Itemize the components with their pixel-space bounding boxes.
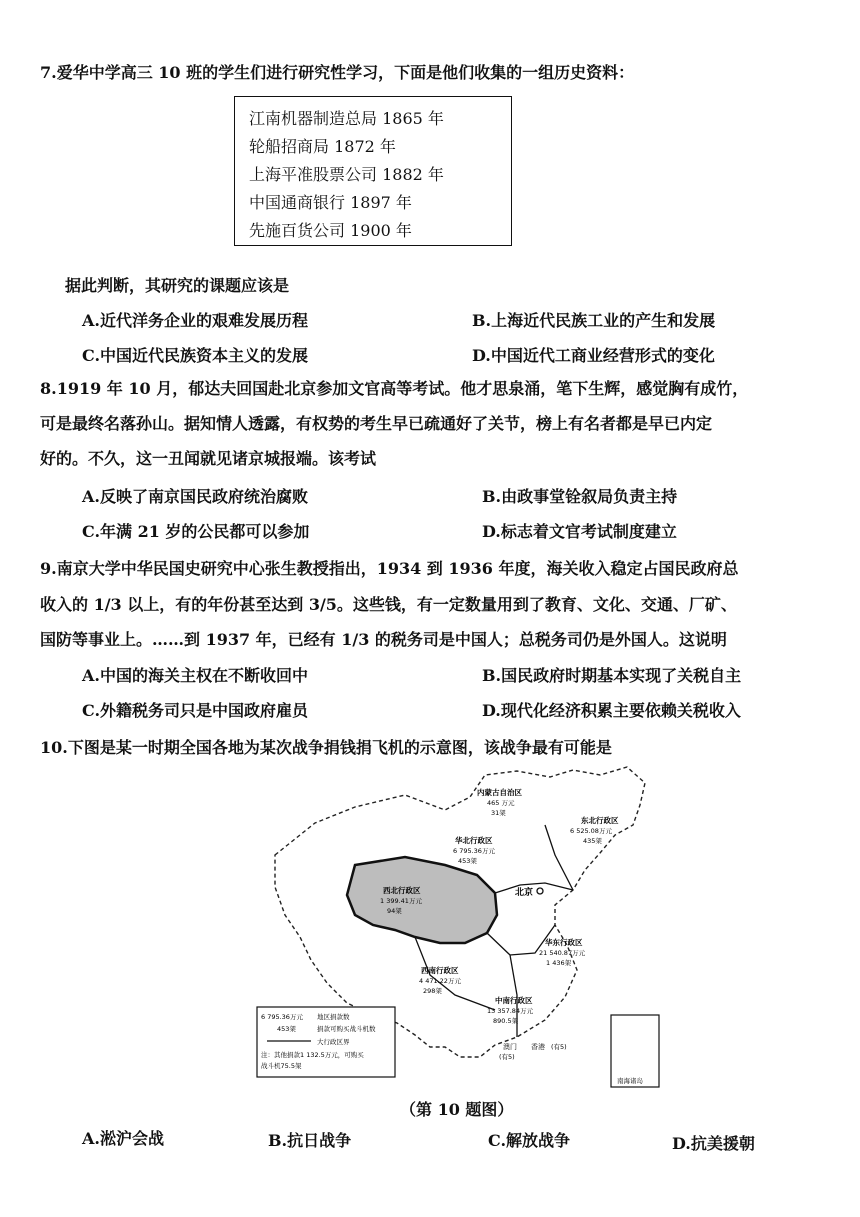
- q7-option-c: C.中国近代民族资本主义的发展: [82, 346, 309, 365]
- q7-option-a: A.近代洋务企业的艰难发展历程: [82, 311, 308, 330]
- q10-option-d: D.抗美援朝: [672, 1134, 755, 1153]
- q7-material-box: [234, 96, 512, 246]
- q8-line-3: 好的。不久，这一丑闻就见诸京城报端。该考试: [40, 449, 377, 468]
- northeast-boundary: [545, 825, 573, 890]
- q9-line-2: 收入的 1/3 以上，有的年份甚至达到 3/5。这些钱，有一定数量用到了教育、文化、交通、厂矿、: [40, 595, 737, 614]
- q9-option-c: C.外籍税务司只是中国政府雇员: [82, 701, 309, 720]
- q10-caption: （第 10 题图）: [400, 1100, 514, 1119]
- q10-option-a: A.淞沪会战: [82, 1129, 164, 1148]
- q10-option-b: B.抗日战争: [268, 1131, 352, 1150]
- region-planes: 94架: [387, 907, 402, 915]
- macao-label: 澳门: [503, 1043, 517, 1051]
- region-planes: 890.5架: [493, 1017, 519, 1025]
- south-sea-label: 南海诸岛: [617, 1077, 643, 1085]
- region-planes: 1 436架: [546, 959, 572, 967]
- q9-option-a: A.中国的海关主权在不断收回中: [82, 666, 308, 685]
- q9-line-1: 9.南京大学中华民国史研究中心张生教授指出，1934 到 1936 年度，海关收入稳定占国民政府总: [40, 559, 739, 578]
- q7-prompt: 据此判断，其研究的课题应该是: [65, 276, 290, 295]
- region-planes: 298架: [423, 987, 442, 995]
- q7-material-1: 江南机器制造总局 1865 年: [249, 109, 444, 128]
- region-name: 东北行政区: [581, 816, 619, 825]
- macao-planes: (有5): [499, 1053, 515, 1061]
- q7-stem: 7.爱华中学高三 10 班的学生们进行研究性学习，下面是他们收集的一组历史资料：: [40, 63, 635, 82]
- northwest-region-shade: [347, 857, 497, 943]
- hongkong-label: 香港: [531, 1043, 545, 1051]
- beijing-label: 北京: [515, 888, 534, 898]
- region-amount: 4 471.22万元: [419, 977, 461, 985]
- q8-option-d: D.标志着文官考试制度建立: [482, 522, 677, 541]
- q8-line-1: 8.1919 年 10 月，郁达夫回国赴北京参加文官高等考试。他才思泉涌，笔下生辉，感觉胸有成竹，: [40, 379, 749, 398]
- legend-planes-sample: 453架: [277, 1025, 296, 1033]
- legend-boundary-desc: 大行政区界: [317, 1038, 350, 1046]
- q7-material-5: 先施百货公司 1900 年: [249, 221, 412, 240]
- legend-planes-desc: 捐款可购买战斗机数: [317, 1025, 376, 1033]
- region-amount: 6 525.08万元: [570, 827, 612, 835]
- q8-option-c: C.年满 21 岁的公民都可以参加: [82, 522, 310, 541]
- q8-line-2: 可是最终名落孙山。据知情人透露，有权势的考生早已疏通好了关节，榜上有名者都是早已内定: [40, 414, 713, 433]
- q7-material-4: 中国通商银行 1897 年: [249, 193, 412, 212]
- legend-amount-desc: 地区捐款数: [317, 1013, 350, 1021]
- legend-note-2: 战斗机75.5架: [261, 1062, 302, 1070]
- beijing-dot: [537, 888, 543, 894]
- q9-option-d: D.现代化经济积累主要依赖关税收入: [482, 701, 741, 720]
- china-donation-map: [255, 765, 675, 1093]
- region-amount: 1 399.41万元: [380, 897, 422, 905]
- q7-material-3: 上海平准股票公司 1882 年: [249, 165, 444, 184]
- region-name: 西北行政区: [383, 886, 421, 895]
- q10-option-c: C.解放战争: [488, 1131, 571, 1150]
- q9-line-3: 国防等事业上。……到 1937 年，已经有 1/3 的税务司是中国人；总税务司仍是外国人。这说明: [40, 630, 727, 649]
- hongkong-planes: (有5): [551, 1043, 567, 1051]
- q7-option-d: D.中国近代工商业经营形式的变化: [472, 346, 715, 365]
- region-planes: 453架: [458, 857, 477, 865]
- region-planes: 31架: [491, 809, 506, 817]
- region-name: 西南行政区: [421, 966, 459, 975]
- region-amount: 13 357.84万元: [487, 1007, 534, 1015]
- region-name: 华北行政区: [455, 836, 493, 845]
- north-boundary: [495, 883, 573, 893]
- q9-option-b: B.国民政府时期基本实现了关税自主: [482, 666, 742, 685]
- legend-note-1: 注：其他捐款1 132.5万元，可购买: [261, 1051, 364, 1059]
- region-name: 华东行政区: [545, 938, 583, 947]
- q8-option-a: A.反映了南京国民政府统治腐败: [82, 487, 308, 506]
- region-name: 内蒙古自治区: [477, 788, 522, 797]
- region-amount: 21 540.87万元: [539, 949, 586, 957]
- region-amount: 6 795.36万元: [453, 847, 495, 855]
- q7-option-b: B.上海近代民族工业的产生和发展: [472, 311, 716, 330]
- region-planes: 435架: [583, 837, 602, 845]
- region-name: 中南行政区: [495, 996, 533, 1005]
- q7-material-2: 轮船招商局 1872 年: [249, 137, 396, 156]
- q10-stem: 10.下图是某一时期全国各地为某次战争捐钱捐飞机的示意图，该战争最有可能是: [40, 738, 612, 757]
- legend-amount-sample: 6 795.36万元: [261, 1013, 303, 1021]
- region-amount: 465 万元: [487, 799, 515, 807]
- q8-option-b: B.由政事堂铨叙局负责主持: [482, 487, 678, 506]
